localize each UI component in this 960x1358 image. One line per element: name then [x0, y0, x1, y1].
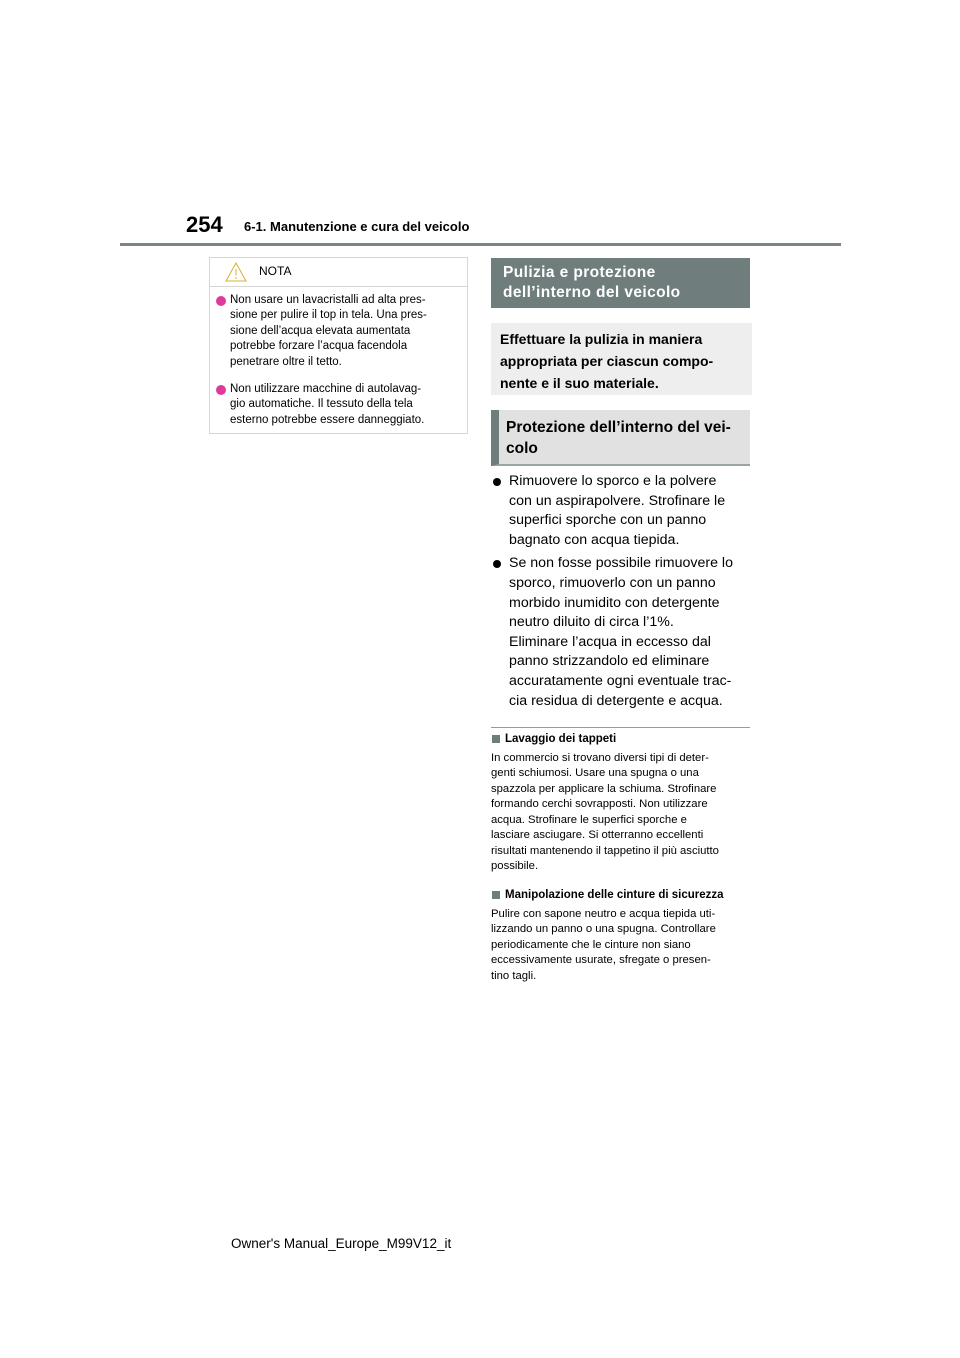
nota-item-text: Non usare un lavacristalli ad alta pres- sione per pulire il top in tela. Una pres- sione dell’acqua elevata aumentata potrebbe forzare l’acqua facendola penetrare oltre il tetto. — [230, 294, 427, 368]
intro-box: Effettuare la pulizia in maniera appropriata per ciascun compo- nente e il suo materiale. — [491, 323, 752, 395]
info-heading — [491, 732, 753, 748]
subsection-title: Protezione dell’interno del vei- colo — [491, 410, 750, 466]
section-header: 6-1. Manutenzione e cura del veicolo — [244, 219, 470, 234]
info-body: In commercio si trovano diversi tipi di deter- genti schiumosi. Usare una spugna o una spazzola per applicare la schiuma. Strofinare formando cerchi sovrapposti. Non utilizzare acqua. Strofinare le superfici sporche e lasciare asciugare. Si otterranno eccellenti risultati mantenendo il tappetino il più asciutto possibile. — [491, 751, 719, 872]
nota-title: NOTA — [259, 264, 292, 278]
square-bullet-icon — [492, 735, 500, 743]
section-divider — [491, 727, 750, 728]
info-body: Pulire con sapone neutro e acqua tiepida uti- lizzando un panno o una spugna. Controllare periodicamente che le cinture non siano eccessivamente usurate, sfregate o presen- tino tagli. — [491, 907, 716, 982]
nota-header — [210, 258, 467, 287]
info-heading-text: Manipolazione delle cinture di sicurezza — [505, 889, 724, 901]
list-item-text: Rimuovere lo sporco e la polvere con un aspirapolvere. Strofinare le superfici sporche con un panno bagnato con acqua tiepida. — [509, 473, 726, 548]
nota-item — [216, 293, 462, 370]
nota-item-text: Non utilizzare macchine di autolavag- gio automatiche. Il tessuto della tela esterno potrebbe essere danneggiato. — [230, 383, 425, 426]
bullet-dot-icon — [493, 560, 501, 568]
info-heading-text: Lavaggio dei tappeti — [505, 733, 617, 745]
nota-item — [216, 382, 462, 428]
info-section — [491, 888, 753, 984]
info-heading — [491, 888, 753, 904]
section-title: Pulizia e protezione dell’interno del veicolo — [491, 258, 750, 308]
nota-box — [209, 257, 468, 434]
bullet-dot-icon — [216, 296, 226, 306]
list-item — [491, 554, 753, 711]
bullet-dot-icon — [493, 478, 501, 486]
footer-text: Owner's Manual_Europe_M99V12_it — [231, 1236, 452, 1251]
bullet-dot-icon — [216, 385, 226, 395]
list-item — [491, 472, 753, 550]
header-rule — [120, 243, 841, 246]
page-number: 254 — [186, 212, 223, 237]
info-section — [491, 732, 753, 875]
warning-icon — [225, 262, 247, 282]
bullet-list — [491, 472, 753, 715]
list-item-text: Se non fosse possibile rimuovere lo sporco, rimuoverlo con un panno morbido inumidito con detergente neutro diluito di circa l’1%. Eliminare l’acqua in eccesso dal panno strizzandolo ed eliminare accuratamente ogni eventuale trac- cia residua di detergente e acqua. — [509, 555, 733, 709]
square-bullet-icon — [492, 891, 500, 899]
